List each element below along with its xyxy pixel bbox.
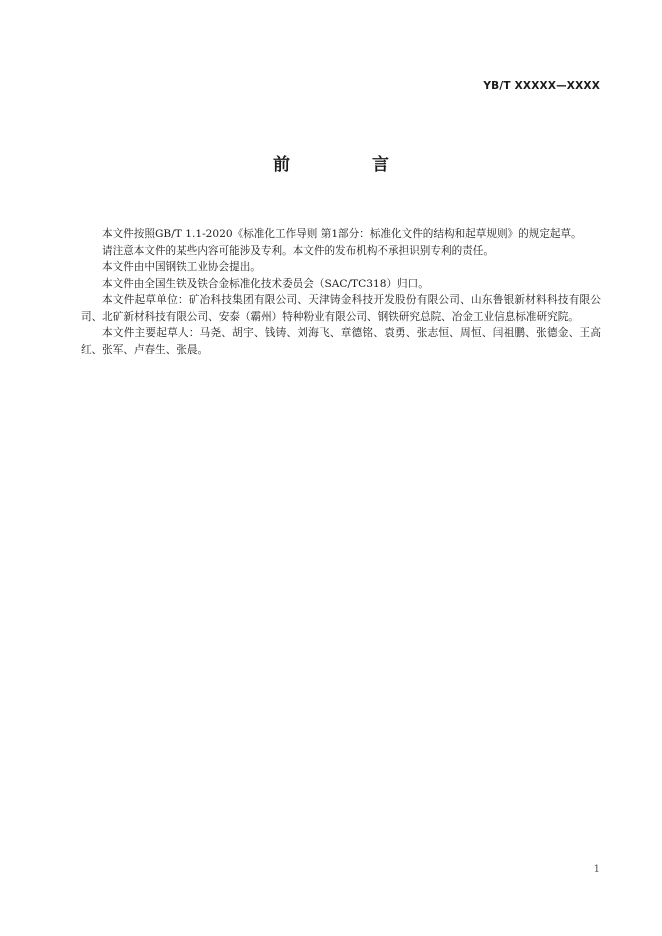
paragraph-drafting-units: 本文件起草单位：矿冶科技集团有限公司、天津铸金科技开发股份有限公司、山东鲁银新材料科技有限公司、北矿新材科技有限公司、安泰（霸州）特种粉业有限公司、钢铁研究总院、冶金工业信息标准研究院。: [81, 294, 601, 323]
paragraph-patent-notice: 请注意本文件的某些内容可能涉及专利。本文件的发布机构不承担识别专利的责任。: [102, 244, 494, 257]
page-number: 1: [593, 864, 600, 875]
paragraph-proposer: 本文件由中国钢铁工业协会提出。: [102, 261, 261, 273]
foreword-body: [81, 226, 601, 358]
paragraph-committee: 本文件由全国生铁及铁合金标准化技术委员会（SAC/TC318）归口。: [102, 277, 429, 290]
page-title: 前 言: [273, 155, 427, 175]
paragraph-drafting-rules: 本文件按照GB/T 1.1-2020《标准化工作导则 第1部分：标准化文件的结构和起草规则》的规定起草。: [102, 228, 582, 240]
paragraph-drafters: 本文件主要起草人：马尧、胡宇、钱铸、刘海飞、章德铭、袁勇、张志恒、周恒、闫祖鹏、张德金、王高红、张军、卢春生、张晨。: [81, 327, 601, 356]
document-code: YB/T XXXXX—XXXX: [483, 80, 600, 92]
